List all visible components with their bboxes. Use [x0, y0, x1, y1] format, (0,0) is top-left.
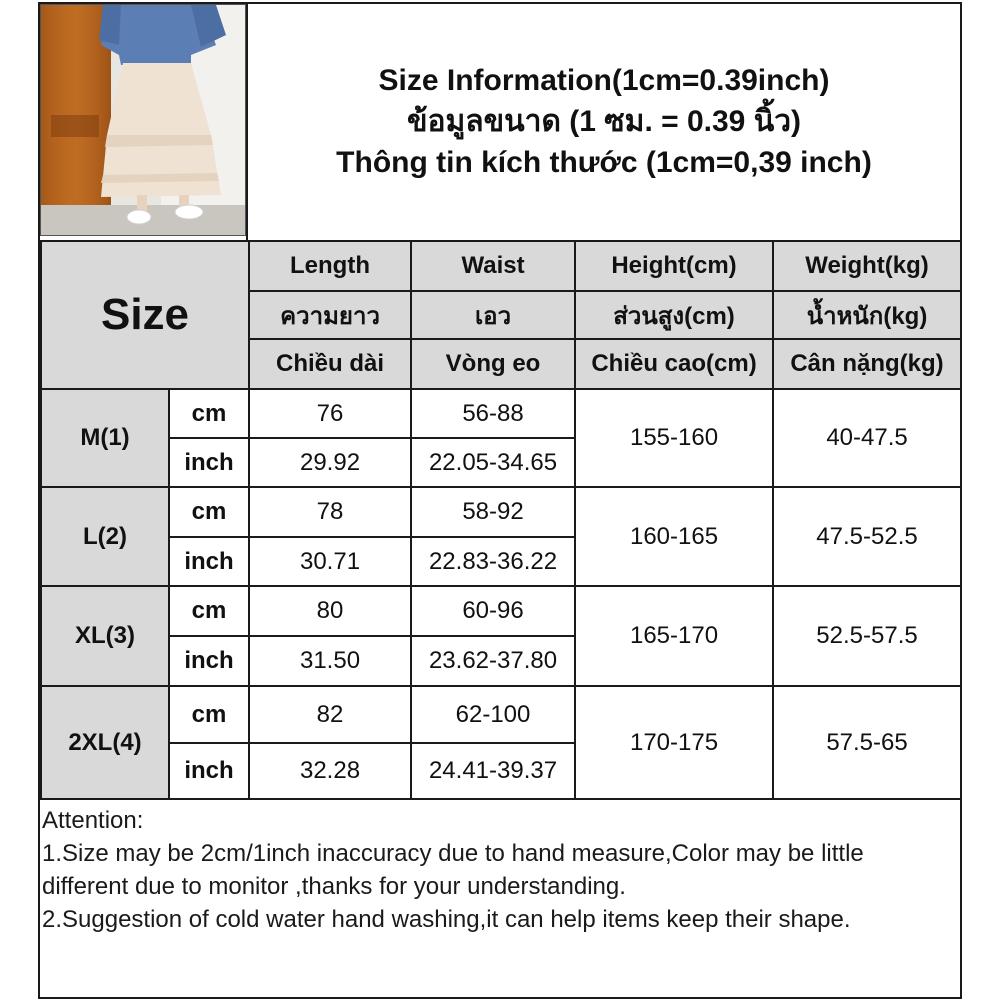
column-height-th: ส่วนสูง(cm) — [575, 291, 773, 339]
waist-cm-cell: 60-96 — [411, 586, 575, 636]
length-inch-cell: 30.71 — [249, 537, 411, 586]
attention-heading: Attention: — [42, 807, 144, 834]
height-cell: 155-160 — [575, 389, 773, 487]
product-photo — [40, 4, 246, 236]
unit-cm: cm — [169, 586, 249, 636]
waist-cm-cell: 58-92 — [411, 487, 575, 537]
weight-cell: 57.5-65 — [773, 686, 961, 799]
column-weight-en: Weight(kg) — [773, 241, 961, 291]
unit-inch: inch — [169, 636, 249, 686]
waist-cm-cell: 62-100 — [411, 686, 575, 743]
size-label-xl: XL(3) — [41, 586, 169, 686]
size-label-l: L(2) — [41, 487, 169, 586]
length-cm-cell: 82 — [249, 686, 411, 743]
weight-cell: 40-47.5 — [773, 389, 961, 487]
column-length-th: ความยาว — [249, 291, 411, 339]
unit-inch: inch — [169, 537, 249, 586]
title-vietnamese: Thông tin kích thước (1cm=0,39 inch) — [336, 145, 872, 179]
column-height-vi: Chiều cao(cm) — [575, 339, 773, 389]
column-height-en: Height(cm) — [575, 241, 773, 291]
column-length-vi: Chiều dài — [249, 339, 411, 389]
waist-inch-cell: 22.83-36.22 — [411, 537, 575, 586]
column-waist-vi: Vòng eo — [411, 339, 575, 389]
unit-cm: cm — [169, 686, 249, 743]
length-inch-cell: 31.50 — [249, 636, 411, 686]
title-thai: ข้อมูลขนาด (1 ซม. = 0.39 นิ้ว) — [406, 104, 802, 138]
length-cm-cell: 76 — [249, 389, 411, 438]
unit-inch: inch — [169, 743, 249, 799]
length-cm-cell: 80 — [249, 586, 411, 636]
attention-note-2: 2.Suggestion of cold water hand washing,it can help items keep their shape. — [42, 906, 851, 933]
column-length-en: Length — [249, 241, 411, 291]
column-waist-en: Waist — [411, 241, 575, 291]
unit-cm: cm — [169, 389, 249, 438]
height-cell: 170-175 — [575, 686, 773, 799]
column-waist-th: เอว — [411, 291, 575, 339]
size-label-2xl: 2XL(4) — [41, 686, 169, 799]
column-weight-th: น้ำหนัก(kg) — [773, 291, 961, 339]
size-information-title — [248, 4, 960, 238]
size-header: Size — [41, 241, 249, 389]
attention-note-1: 1.Size may be 2cm/1inch inaccuracy due to hand measure,Color may be little different due to monitor ,thanks for your understanding. — [42, 840, 864, 900]
waist-inch-cell: 24.41-39.37 — [411, 743, 575, 799]
unit-cm: cm — [169, 487, 249, 537]
attention-notes — [42, 804, 956, 936]
waist-inch-cell: 23.62-37.80 — [411, 636, 575, 686]
length-inch-cell: 29.92 — [249, 438, 411, 487]
title-english: Size Information(1cm=0.39inch) — [378, 63, 830, 97]
length-inch-cell: 32.28 — [249, 743, 411, 799]
height-cell: 165-170 — [575, 586, 773, 686]
length-cm-cell: 78 — [249, 487, 411, 537]
weight-cell: 47.5-52.5 — [773, 487, 961, 586]
column-weight-vi: Cân nặng(kg) — [773, 339, 961, 389]
size-label-m: M(1) — [41, 389, 169, 487]
weight-cell: 52.5-57.5 — [773, 586, 961, 686]
waist-cm-cell: 56-88 — [411, 389, 575, 438]
height-cell: 160-165 — [575, 487, 773, 586]
waist-inch-cell: 22.05-34.65 — [411, 438, 575, 487]
unit-inch: inch — [169, 438, 249, 487]
size-table — [40, 240, 962, 800]
